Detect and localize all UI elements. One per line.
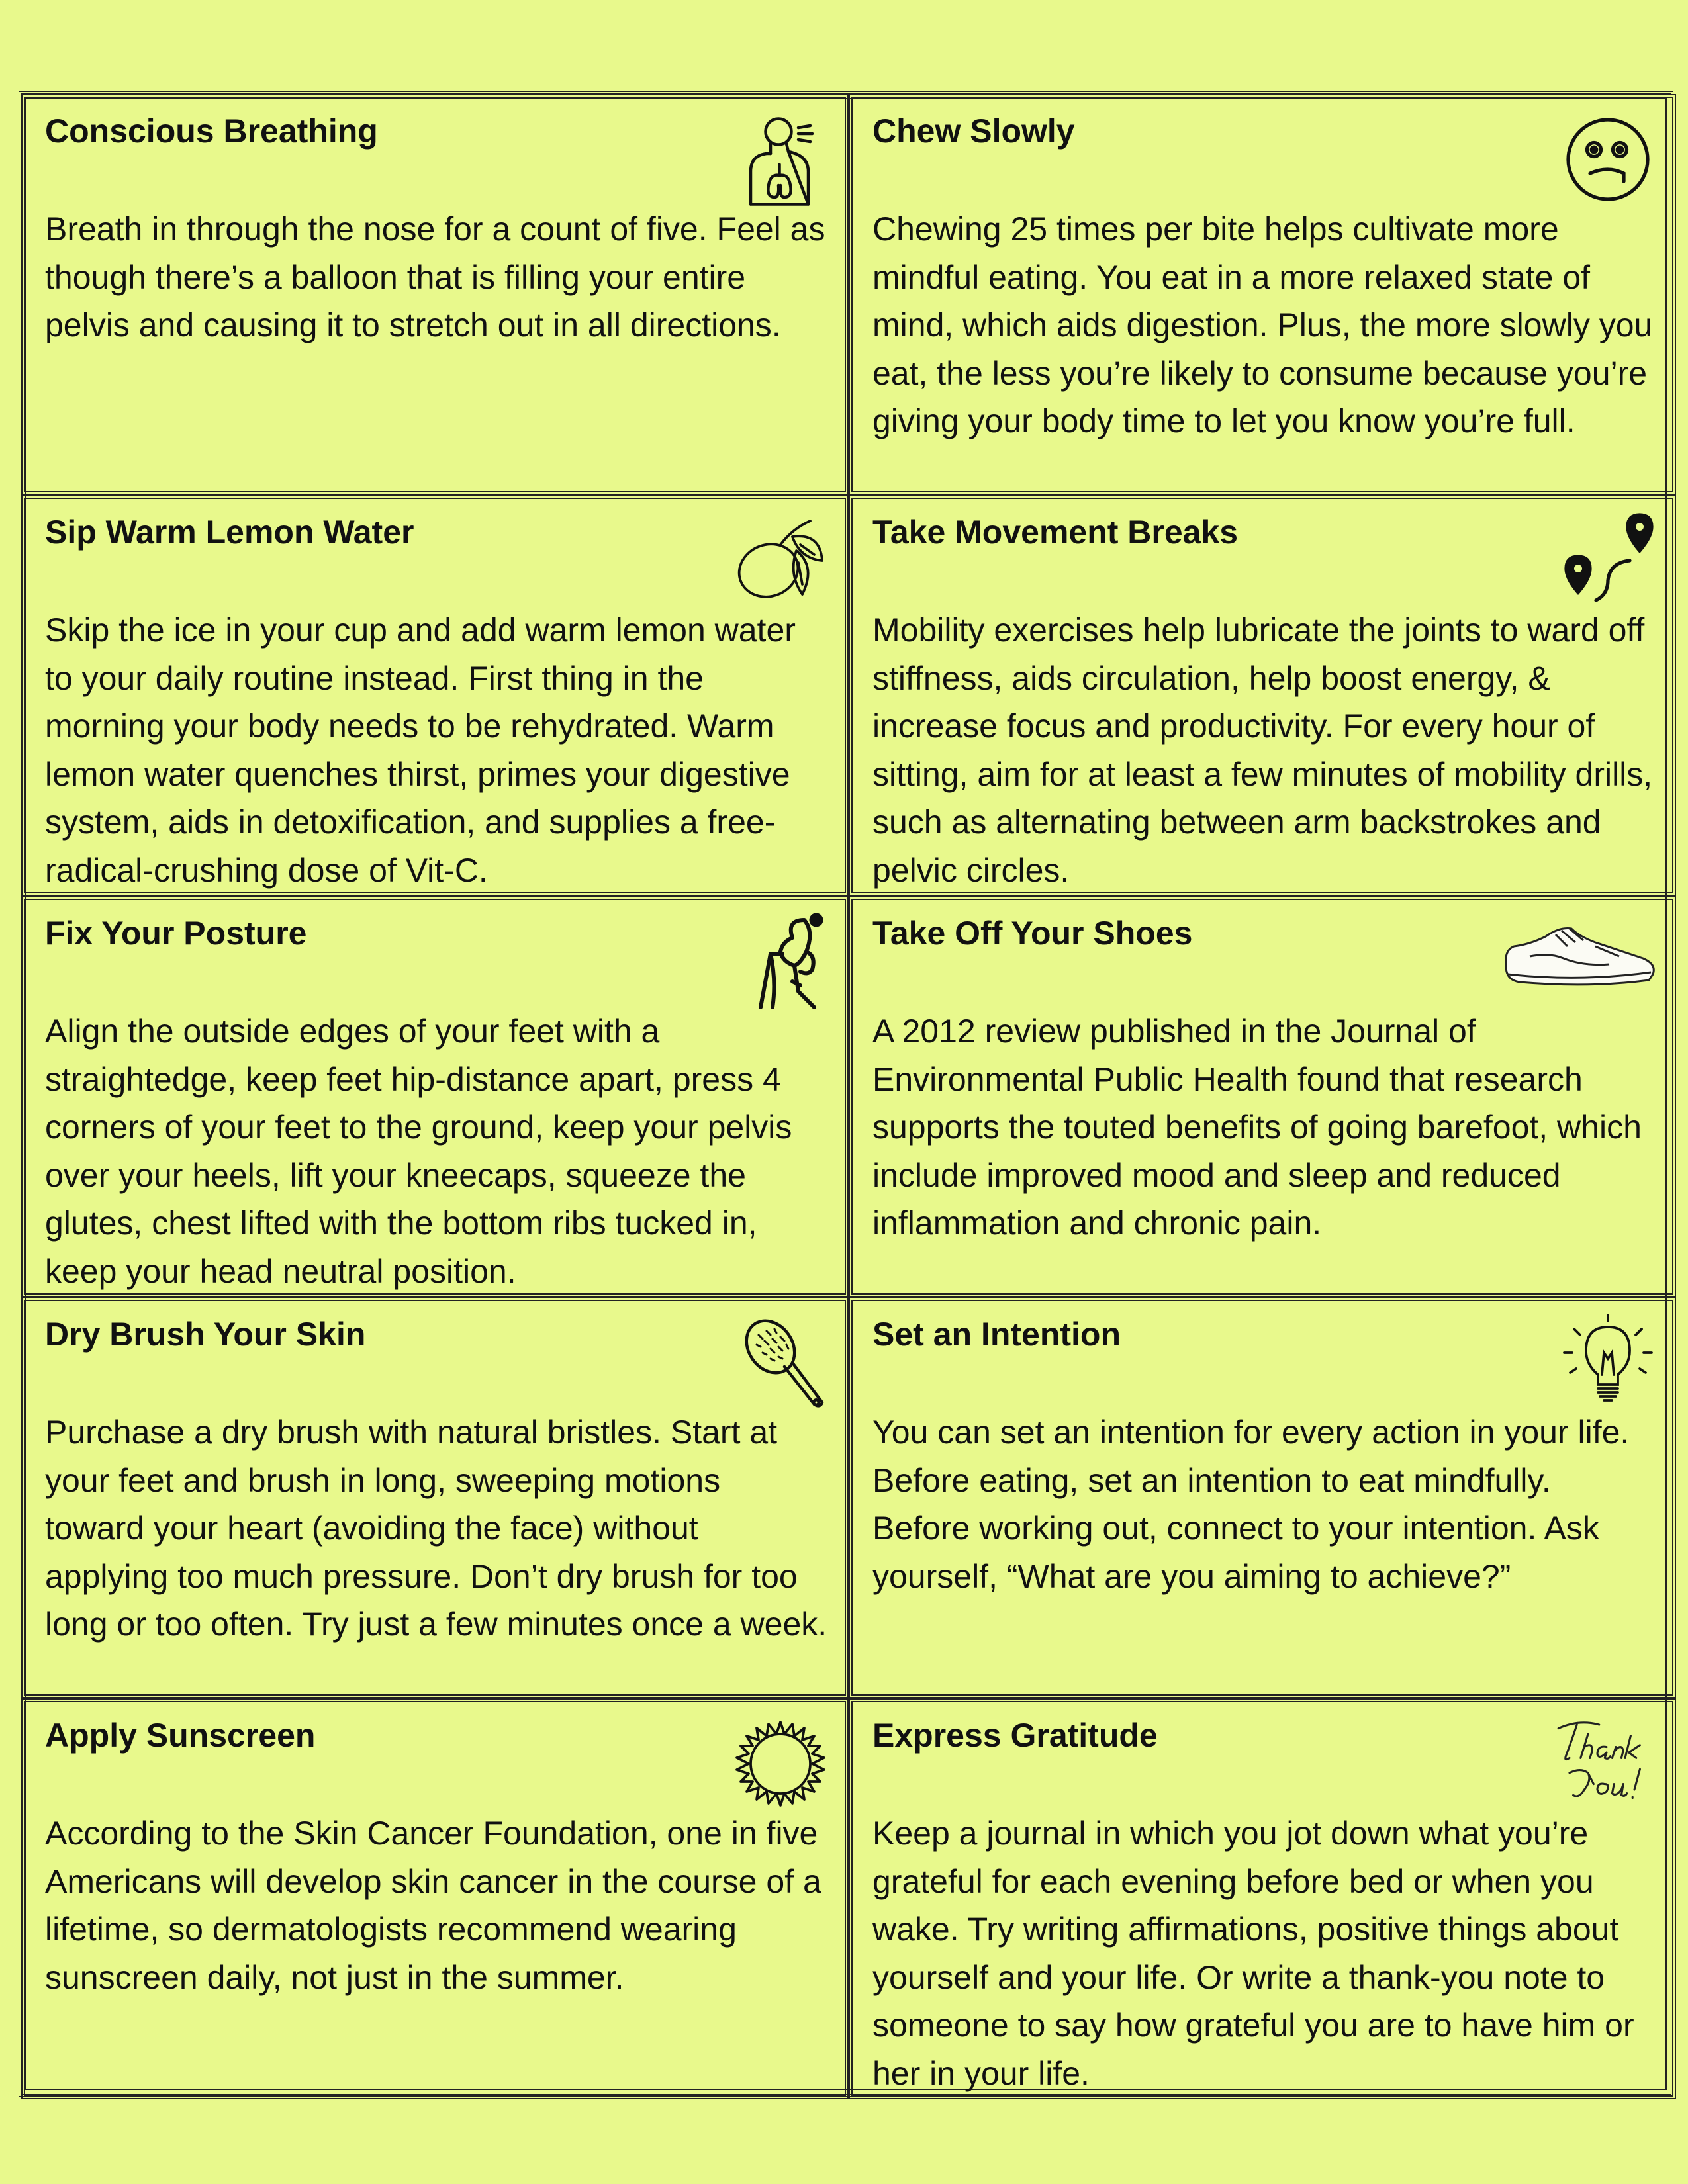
card-set-an-intention [849,1297,1676,1698]
card-body: Mobility exercises help lubricate the joints to ward off stiffness, aids circulation, help boost energy, & increase focus and productivity. For every hour of sitting, aim for at least a few minutes of mobility drills, such as alternating between arm backstrokes and pelvic circles. [872,612,1653,889]
card-body: Align the outside edges of your feet with a straightedge, keep feet hip-distance apart, press 4 corners of your feet to the ground, keep your pelvis over your heels, lift your kneecaps, squeeze the glutes, chest lifted with the bottom ribs tucked in, keep your head neutral position. [45,1013,792,1290]
card-take-off-your-shoes [849,896,1676,1297]
breathing-lungs-icon [731,110,830,209]
card-body: Breath in through the nose for a count of five. Feel as though there’s a balloon that is filling your entire pelvis and causing it to stretch out in all directions. [45,210,825,343]
card-title: Dry Brush Your Skin [45,1316,366,1353]
card-body: Keep a journal in which you jot down what you’re grateful for each evening before bed or when you wake. Try writing affirmations, positive things about yourself and your life. Or write a thank-you note to someone to say how grateful you are to have him or her in your life. [872,1815,1634,2092]
lemon-icon [731,511,830,610]
card-title: Apply Sunscreen [45,1717,316,1754]
card-chew-slowly [849,94,1676,495]
card-express-gratitude [849,1698,1676,2099]
card-body: According to the Skin Cancer Foundation, one in five Americans will develop skin cancer in the course of a lifetime, so dermatologists recommend wearing sunscreen daily, not just in the summer. [45,1815,821,1996]
card-title: Sip Warm Lemon Water [45,514,414,551]
card-body: You can set an intention for every action in your life. Before eating, set an intention to eat mindfully. Before working out, connect to your intention. Ask yourself, “What are you aiming to achieve?” [872,1414,1630,1595]
seated-posture-icon [731,912,830,1011]
card-apply-sunscreen [21,1698,849,2099]
card-body: Skip the ice in your cup and add warm lemon water to your daily routine instead. First thing in the morning your body needs to be rehydrated. Warm lemon water quenches thirst, primes your digestive system, aids in detoxification, and supplies a free-radical-crushing dose of Vit-C. [45,612,796,889]
card-sip-warm-lemon-water [21,495,849,896]
sun-icon [731,1714,830,1813]
card-fix-your-posture [21,896,849,1297]
card-body: A 2012 review published in the Journal of Environmental Public Health found that research supports the touted benefits of going barefoot, which include improved mood and sleep and reduced inflammation and chronic pain. [872,1013,1642,1242]
route-pins-icon [1558,511,1658,610]
card-title: Take Movement Breaks [872,514,1239,551]
card-conscious-breathing [21,94,849,495]
card-dry-brush-your-skin [21,1297,849,1698]
card-title: Conscious Breathing [45,113,378,150]
card-body: Chewing 25 times per bite helps cultivate more mindful eating. You eat in a more relaxed state of mind, which aids digestion. Plus, the more slowly you eat, the less you’re likely to consume because you’re giving your body time to let you know you’re full. [872,210,1653,439]
chewing-face-icon [1558,110,1658,209]
card-take-movement-breaks [849,495,1676,896]
card-title: Take Off Your Shoes [872,915,1193,952]
sneaker-icon [1500,913,1659,999]
light-bulb-icon [1558,1313,1658,1412]
card-body: Purchase a dry brush with natural bristles. Start at your feet and brush in long, sweeping motions toward your heart (avoiding the face) without applying too much pressure. Don’t dry brush for too long or too often. Try just a few minutes once a week. [45,1414,827,1643]
card-title: Set an Intention [872,1316,1121,1353]
thank-you-script-icon [1550,1715,1663,1808]
card-title: Fix Your Posture [45,915,307,952]
card-title: Express Gratitude [872,1717,1158,1754]
card-title: Chew Slowly [872,113,1075,150]
wellness-tips-grid [19,91,1673,2097]
dry-brush-icon [731,1313,830,1412]
